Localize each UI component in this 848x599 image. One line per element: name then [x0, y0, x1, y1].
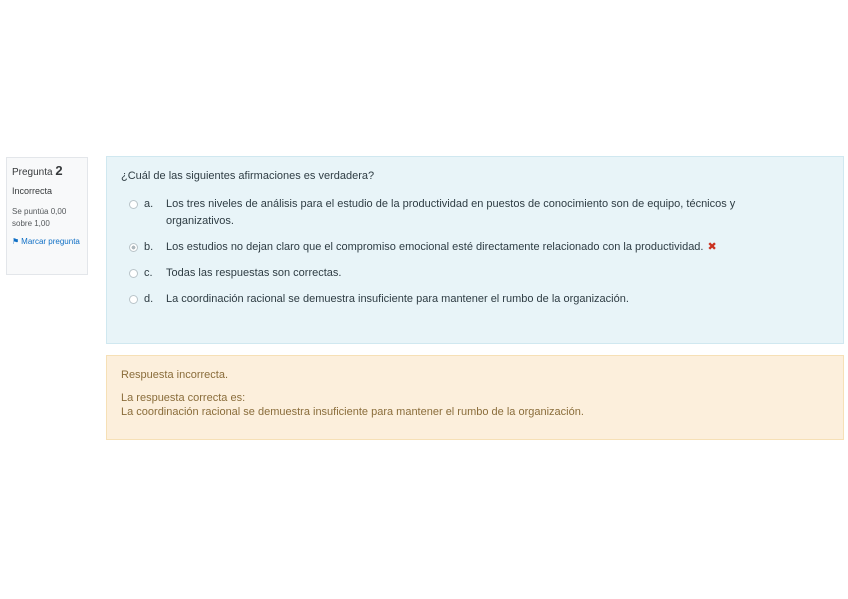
answer-text-c: Todas las respuestas son correctas.: [166, 267, 342, 279]
answer-text-d: La coordinación racional se demuestra insuficiente para mantener el rumbo de la organización.: [166, 293, 629, 305]
correct-answer-block: [121, 391, 829, 419]
flag-question-label: Marcar pregunta: [21, 237, 80, 246]
answer-option-c[interactable]: [121, 265, 829, 282]
feedback-result: Respuesta incorrecta.: [121, 369, 228, 381]
answer-letter-b: b.: [144, 241, 154, 253]
question-text: ¿Cuál de las siguientes afirmaciones es verdadera?: [121, 170, 375, 182]
correct-answer-label: La respuesta correcta es:: [121, 392, 246, 404]
answer-option-d[interactable]: [121, 291, 829, 308]
answer-text-b-wrap: [166, 239, 806, 256]
answer-letter-a: a.: [144, 198, 154, 210]
answer-option-b[interactable]: [121, 239, 829, 256]
question-feedback: [106, 355, 844, 440]
x-icon: ✖: [707, 241, 717, 253]
question-info-panel: [6, 157, 88, 275]
question-number: [12, 164, 82, 180]
question-formulation: [106, 156, 844, 344]
answer-text-a: Los tres niveles de análisis para el estudio de la productividad en puestos de conocimiento son de equipo, técnicos y organizativos.: [166, 198, 736, 227]
answer-radio-d[interactable]: [129, 295, 138, 304]
answer-radio-b[interactable]: [129, 243, 138, 252]
answer-text-b: Los estudios no dejan claro que el compromiso emocional esté directamente relacionado con la productividad.: [166, 241, 704, 253]
correct-answer-text: La coordinación racional se demuestra insuficiente para mantener el rumbo de la organización.: [121, 406, 584, 418]
answer-letter-d: d.: [144, 293, 154, 305]
question-number-value: 2: [55, 163, 63, 178]
answer-option-a[interactable]: [121, 196, 829, 230]
question-label: Pregunta: [12, 167, 53, 178]
answer-radio-a[interactable]: [129, 200, 138, 209]
flag-question-link[interactable]: [12, 236, 82, 248]
answer-letter-c: c.: [144, 267, 153, 279]
question-grade: Se puntúa 0,00 sobre 1,00: [12, 207, 67, 228]
question-state: Incorrecta: [12, 186, 53, 196]
flag-icon: ⚑: [12, 237, 20, 246]
answer-radio-c[interactable]: [129, 269, 138, 278]
